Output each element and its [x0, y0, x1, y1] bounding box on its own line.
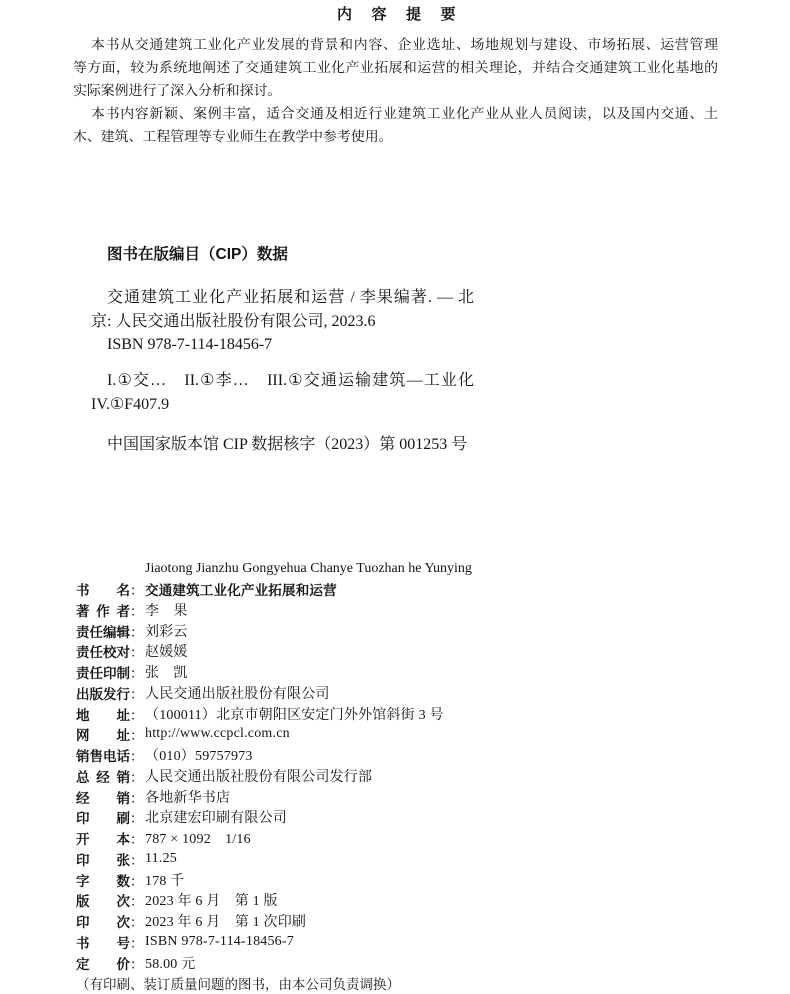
- summary-paragraph-1: [73, 34, 718, 103]
- row-label: 书名: [76, 583, 130, 599]
- imprint-note-row: [76, 973, 736, 994]
- row-colon: ：: [130, 583, 144, 599]
- cip-record-number: 中国国家版本馆 CIP 数据核字（2023）第 001253 号: [107, 436, 468, 453]
- row-value: 李 果: [145, 603, 188, 619]
- row-label: 印张: [76, 852, 130, 868]
- row-label: 著作者: [76, 603, 130, 619]
- row-label: 经销: [76, 790, 130, 806]
- cip-title-block: [91, 286, 474, 357]
- imprint-row-publisher: [76, 682, 736, 703]
- row-colon: ：: [130, 769, 144, 785]
- summary-line: 本书从交通建筑工业化产业发展的背景和内容、企业选址、场地规划与建设、市场拓展、运营管理: [91, 38, 718, 53]
- row-colon: ：: [130, 603, 144, 619]
- row-label: 出版发行: [76, 686, 130, 702]
- imprint-row-impression: [76, 911, 736, 932]
- row-colon: ：: [130, 811, 144, 827]
- imprint-row-sheets: [76, 848, 736, 869]
- row-label: 版次: [76, 894, 130, 910]
- imprint-row-website: [76, 724, 736, 745]
- row-value: 张 凯: [145, 666, 188, 682]
- imprint-row-proofreader: [76, 641, 736, 662]
- row-label: 印刷: [76, 811, 130, 827]
- cip-title-line: 京: 人民交通出版社股份有限公司, 2023.6: [91, 312, 376, 330]
- imprint-row-title: [76, 579, 736, 600]
- imprint-row-author: [76, 599, 736, 620]
- row-label: 字数: [76, 873, 130, 889]
- row-label: 定价: [76, 956, 130, 972]
- imprint-row-printing-supervisor: [76, 662, 736, 683]
- row-value: 人民交通出版社股份有限公司发行部: [145, 769, 373, 785]
- imprint-row-address: [76, 703, 736, 724]
- imprint-row-word-count: [76, 869, 736, 890]
- summary-line: 等方面，较为系统地阐述了交通建筑工业化产业拓展和运营的相关理论，并结合交通建筑工业化基地的: [73, 61, 718, 76]
- row-colon: ：: [130, 873, 144, 889]
- row-colon: ：: [130, 624, 144, 640]
- row-colon: ：: [130, 852, 144, 868]
- cip-isbn: ISBN 978-7-114-18456-7: [107, 336, 273, 353]
- row-colon: ：: [130, 832, 144, 848]
- row-label: 地址: [76, 707, 130, 723]
- row-label: 责任编辑: [76, 624, 130, 640]
- row-value: 北京建宏印刷有限公司: [145, 811, 287, 827]
- imprint-row-book-number: [76, 931, 736, 952]
- row-value: （010）59757973: [145, 749, 253, 765]
- row-colon: ：: [130, 749, 144, 765]
- summary-heading: 内容提要: [337, 7, 476, 23]
- row-label: 开本: [76, 832, 130, 848]
- row-value: 178 千: [145, 873, 185, 889]
- cip-classification-line: I.①交… II.①李… III.①交通运输建筑—工业化: [107, 372, 474, 389]
- imprint-row-printer: [76, 807, 736, 828]
- row-colon: ：: [130, 666, 144, 682]
- cip-classification-line: IV.①F407.9: [91, 396, 170, 413]
- imprint-row-sales-phone: [76, 745, 736, 766]
- cip-classification-block: [91, 369, 474, 417]
- row-value: （100011）北京市朝阳区安定门外外馆斜街 3 号: [145, 707, 444, 723]
- row-value: ISBN 978-7-114-18456-7: [145, 933, 294, 949]
- row-value: 58.00 元: [145, 956, 196, 972]
- row-label: 总经销: [76, 769, 130, 785]
- imprint-row-edition: [76, 890, 736, 911]
- summary-line: 实际案例进行了深入分析和探讨。: [73, 84, 282, 99]
- row-value: 11.25: [145, 850, 177, 866]
- row-colon: ：: [130, 707, 144, 723]
- summary-paragraph-2: [73, 103, 718, 149]
- row-colon: ：: [130, 790, 144, 806]
- imprint-row-price: [76, 952, 736, 973]
- row-value: 787 × 1092 1/16: [145, 832, 251, 848]
- imprint-row-general-distributor: [76, 765, 736, 786]
- row-label: 书号: [76, 935, 130, 951]
- row-label: 责任校对: [76, 645, 130, 661]
- row-label: 网址: [76, 728, 130, 744]
- cip-title-line: 交通建筑工业化产业拓展和运营 / 李果编著. — 北: [107, 289, 474, 306]
- row-colon: ：: [130, 728, 144, 744]
- row-colon: ：: [130, 645, 144, 661]
- row-value: 刘彩云: [145, 624, 188, 640]
- row-colon: ：: [130, 935, 144, 951]
- cip-heading: 图书在版编目（CIP）数据: [107, 246, 288, 263]
- summary-line: 本书内容新颖、案例丰富，适合交通及相近行业建筑工业化产业从业人员阅读，以及国内交通、土: [91, 107, 718, 122]
- row-label: 销售电话: [76, 749, 130, 765]
- imprint-row-format: [76, 828, 736, 849]
- row-value: 赵媛媛: [145, 645, 188, 661]
- row-value: 2023 年 6 月 第 1 次印刷: [145, 915, 307, 931]
- pinyin-title: Jiaotong Jianzhu Gongyehua Chanye Tuozhan he Yunying: [145, 561, 472, 576]
- row-value: 各地新华书店: [145, 790, 231, 806]
- summary-line: 木、建筑、工程管理等专业师生在教学中参考使用。: [73, 130, 393, 145]
- row-value: 人民交通出版社股份有限公司: [145, 686, 330, 702]
- row-colon: ：: [130, 915, 144, 931]
- row-label: 责任印制: [76, 666, 130, 682]
- row-colon: ：: [130, 894, 144, 910]
- row-value: 2023 年 6 月 第 1 版: [145, 894, 278, 910]
- imprint-row-distributor: [76, 786, 736, 807]
- row-value: 交通建筑工业化产业拓展和运营: [145, 583, 337, 599]
- quality-note: （有印刷、装订质量问题的图书，由本公司负责调换）: [76, 977, 400, 993]
- row-colon: ：: [130, 686, 144, 702]
- imprint-table: [76, 579, 736, 994]
- row-value: http://www.ccpcl.com.cn: [145, 726, 290, 742]
- row-label: 印次: [76, 915, 130, 931]
- imprint-row-editor: [76, 620, 736, 641]
- row-colon: ：: [130, 956, 144, 972]
- summary-body: [73, 34, 718, 149]
